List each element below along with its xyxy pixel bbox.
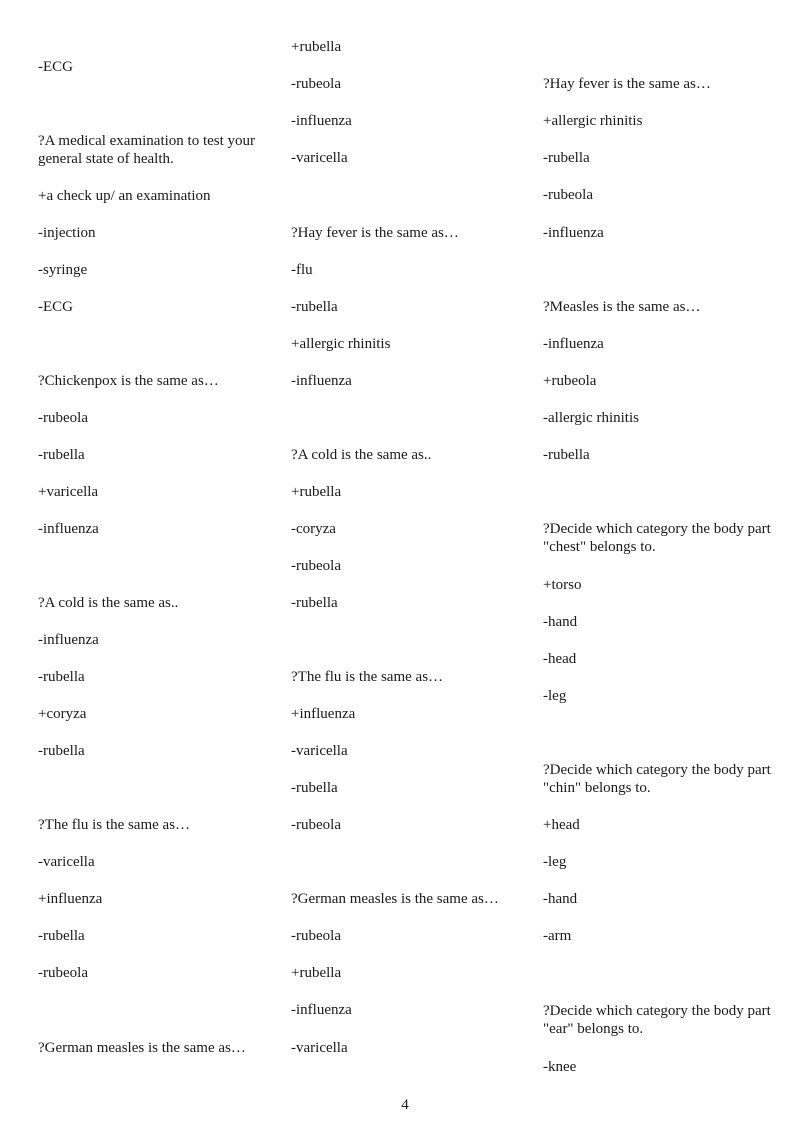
question-line: ?A cold is the same as.. <box>38 595 179 611</box>
text-line: -rubella <box>38 447 85 463</box>
text-line: -rubeola <box>291 558 341 574</box>
text-line: -influenza <box>38 521 99 537</box>
question-line: ?Hay fever is the same as… <box>291 225 459 241</box>
text-line: -rubeola <box>38 965 88 981</box>
text-line: -rubella <box>291 299 338 315</box>
text-line: -syringe <box>38 262 88 278</box>
question-line: ?Decide which category the body part "chin" belongs to. <box>543 762 771 796</box>
text-line: -rubella <box>38 669 85 685</box>
text-line: -rubeola <box>291 817 341 833</box>
text-line: -allergic rhinitis <box>543 410 639 426</box>
text-line: -leg <box>543 854 567 870</box>
text-line: -varicella <box>291 743 348 759</box>
text-line: -rubeola <box>291 928 341 944</box>
text-line: +varicella <box>38 484 99 500</box>
text-line: -varicella <box>291 150 348 166</box>
text-line: -influenza <box>543 336 604 352</box>
question-line: ?German measles is the same as… <box>291 891 499 907</box>
text-line: -rubella <box>38 928 85 944</box>
question-line: ?A medical examination to test your general state of health. <box>38 133 256 167</box>
text-line: -influenza <box>291 373 352 389</box>
text-line: +allergic rhinitis <box>291 336 391 352</box>
text-line: -rubella <box>291 595 338 611</box>
question-line: ?Decide which category the body part "ear" belongs to. <box>543 1003 771 1037</box>
question-line: ?The flu is the same as… <box>38 817 191 833</box>
text-line: -arm <box>543 928 572 944</box>
text-line: -rubeola <box>543 187 593 203</box>
question-line: ?The flu is the same as… <box>291 669 444 685</box>
text-line: -influenza <box>38 632 99 648</box>
text-line: -influenza <box>291 113 352 129</box>
question-line: ?Decide which category the body part "chest" belongs to. <box>543 521 771 555</box>
text-line: +rubella <box>291 965 342 981</box>
text-line: -head <box>543 651 577 667</box>
text-line: -ECG <box>38 59 73 75</box>
question-line: ?Measles is the same as… <box>543 299 701 315</box>
question-line: ?Chickenpox is the same as… <box>38 373 219 389</box>
text-line: +rubella <box>291 484 342 500</box>
question-line: ?Hay fever is the same as… <box>543 76 711 92</box>
text-line: -varicella <box>291 1040 348 1056</box>
text-line: +influenza <box>38 891 103 907</box>
text-line: +rubeola <box>543 373 597 389</box>
text-line: -hand <box>543 614 578 630</box>
text-line: -ECG <box>38 299 73 315</box>
text-line: -varicella <box>38 854 95 870</box>
text-line: +rubella <box>291 39 342 55</box>
text-line: -flu <box>291 262 313 278</box>
text-line: -rubella <box>543 447 590 463</box>
text-line: +head <box>543 817 580 833</box>
question-line: ?A cold is the same as.. <box>291 447 432 463</box>
text-line: -knee <box>543 1059 577 1075</box>
text-line: +a check up/ an examination <box>38 188 211 204</box>
text-line: +allergic rhinitis <box>543 113 643 129</box>
question-line: ?German measles is the same as… <box>38 1040 246 1056</box>
text-line: -rubella <box>38 743 85 759</box>
text-line: -influenza <box>543 225 604 241</box>
text-line: -injection <box>38 225 96 241</box>
text-line: -rubeola <box>291 76 341 92</box>
text-line: -coryza <box>291 521 336 537</box>
text-line: -hand <box>543 891 578 907</box>
text-line: -influenza <box>291 1002 352 1018</box>
text-line: -leg <box>543 688 567 704</box>
text-line: -rubeola <box>38 410 88 426</box>
text-line: +torso <box>543 577 582 593</box>
text-line: +influenza <box>291 706 356 722</box>
text-line: +coryza <box>38 706 87 722</box>
text-line: -rubella <box>543 150 590 166</box>
text-line: -rubella <box>291 780 338 796</box>
page-number: 4 <box>401 1097 409 1113</box>
